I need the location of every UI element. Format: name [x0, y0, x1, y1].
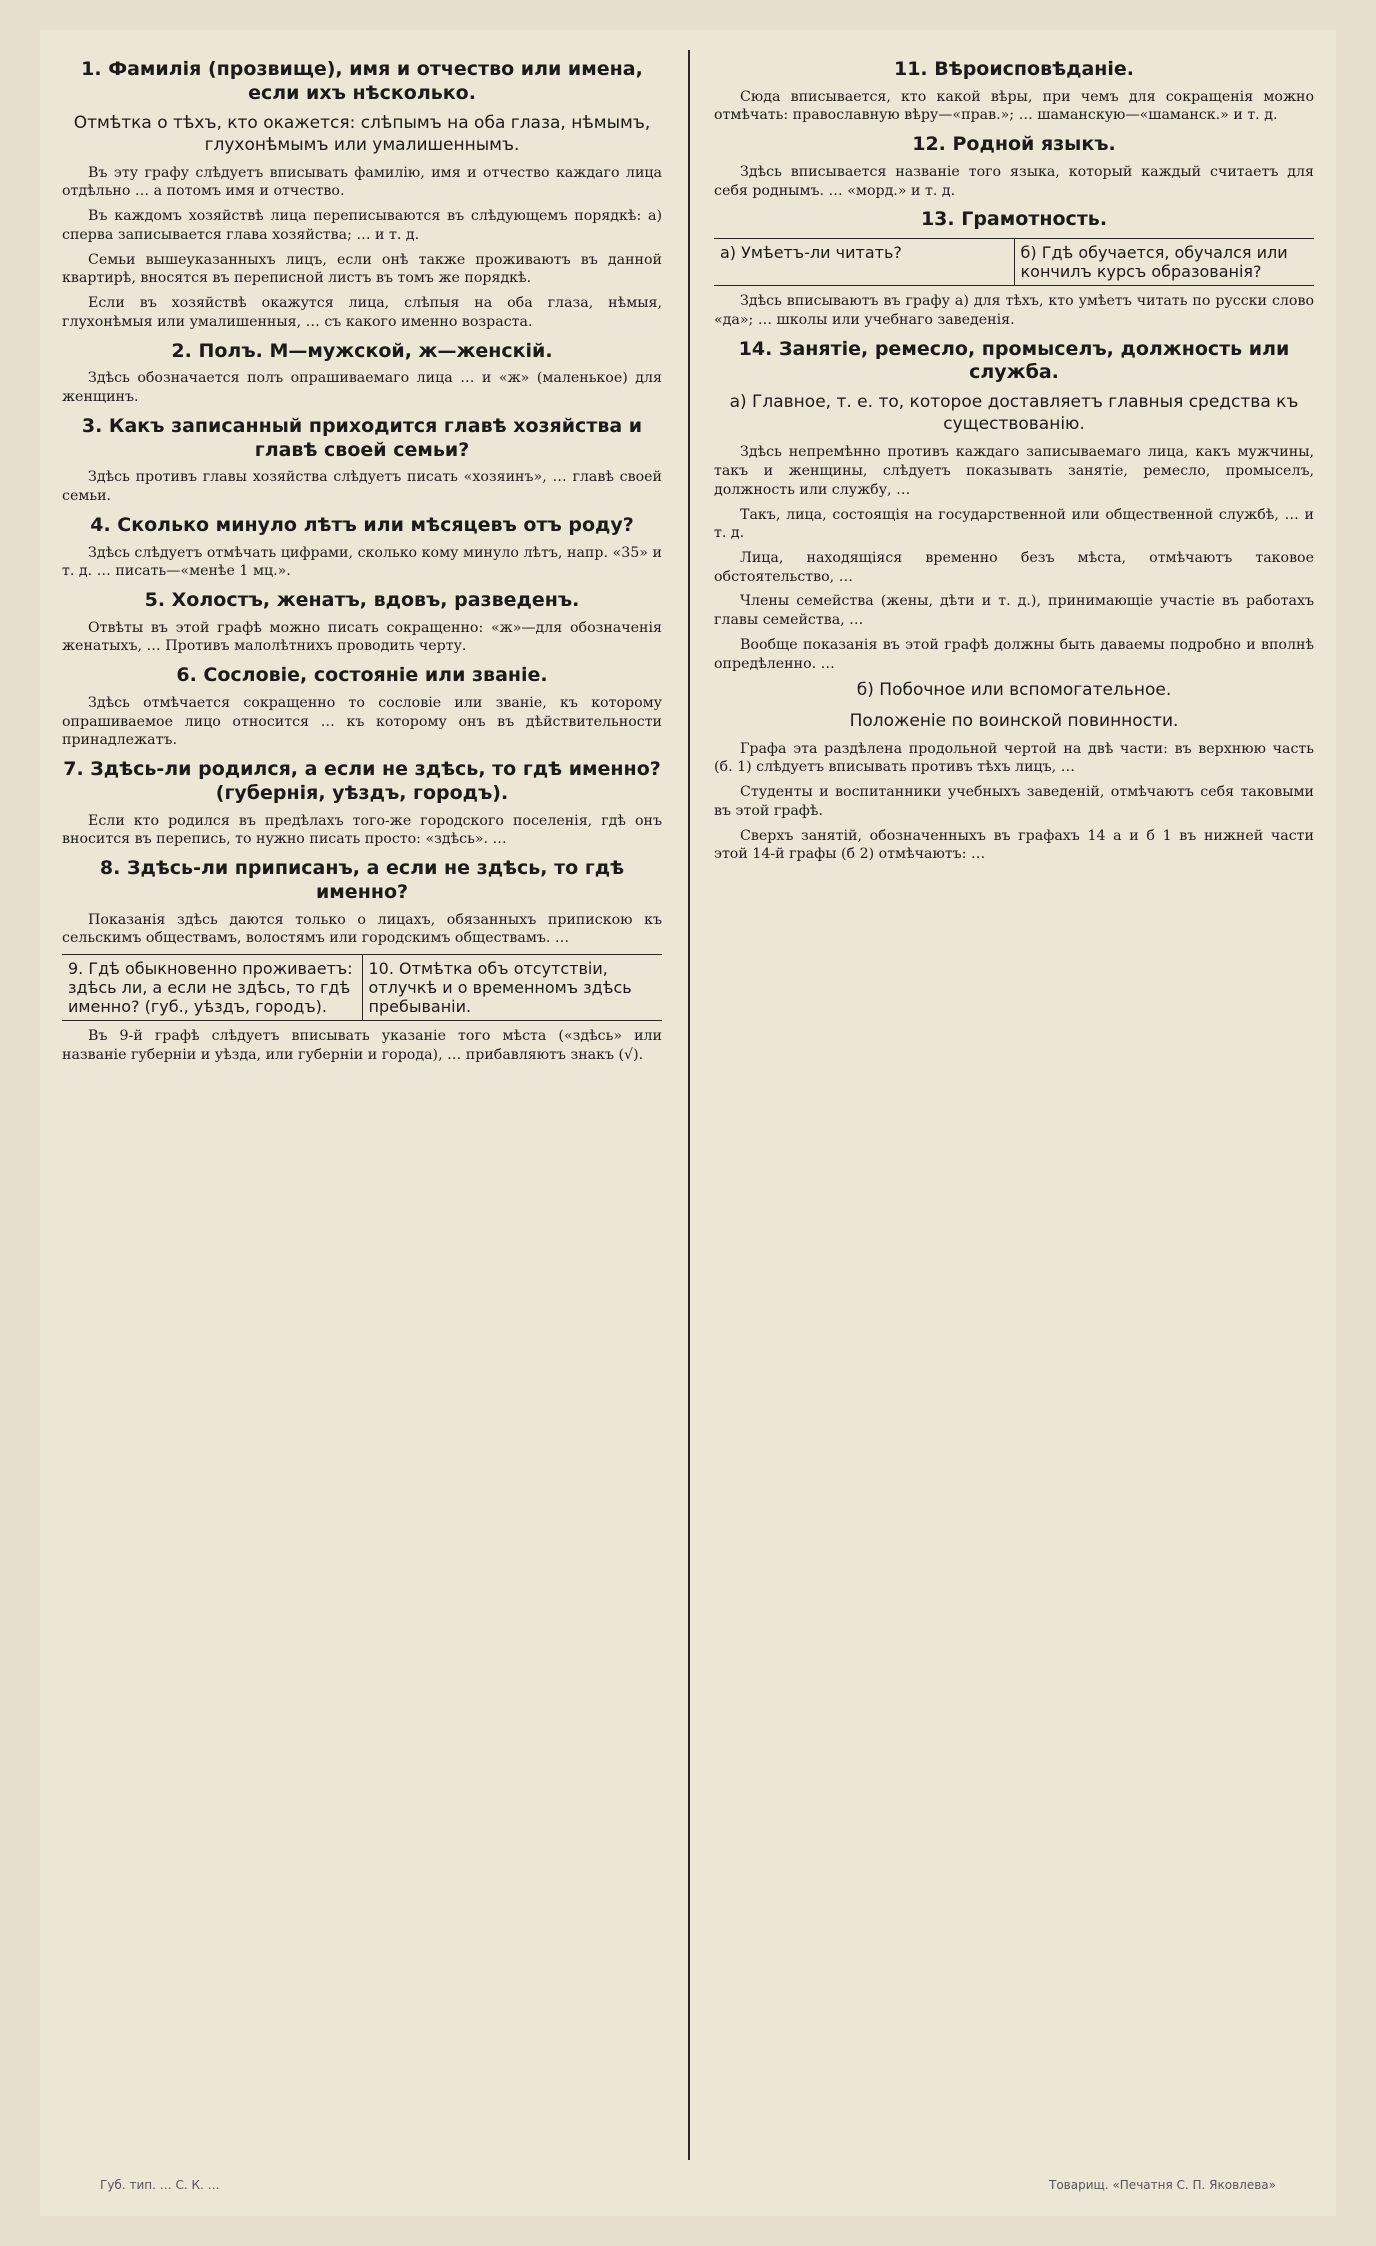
paragraph: Такъ, лица, состоящія на государственной или общественной службѣ, … и т. д.: [714, 506, 1314, 542]
paragraph: Отвѣты въ этой графѣ можно писать сокращенно: «ж»—для обозначенія женатыхъ, … Противъ малолѣтнихъ проводить черту.: [62, 619, 662, 655]
left-column: [62, 50, 662, 2160]
section-15-title: Положеніе по воинской повинности.: [849, 710, 1179, 731]
section-12-title: 12. Родной языкъ.: [912, 133, 1116, 156]
section-13b-label: б) Гдѣ обучается, обучался или кончилъ курсъ образованія?: [1014, 239, 1315, 285]
paragraph: Здѣсь слѣдуетъ отмѣчать цифрами, сколько кому минуло лѣтъ, напр. «35» и т. д. … писать—«менѣе 1 мц.».: [62, 544, 662, 580]
section-3-title: 3. Какъ записанный приходится главѣ хозяйства и главѣ своей семьи?: [81, 414, 643, 461]
paragraph: Здѣсь отмѣчается сокращенно то сословіе или званіе, къ которому опрашиваемое лицо относится … къ которому онъ въ дѣйствительности принадлежатъ.: [62, 694, 662, 749]
paragraph: Здѣсь вписываютъ въ графу а) для тѣхъ, кто умѣетъ читать по русски слово «да»; … школы или учебнаго заведенія.: [714, 293, 1314, 328]
paragraph: Вообще показанія въ этой графѣ должны быть даваемы подробно и вполнѣ опредѣленно. …: [714, 636, 1314, 672]
paragraph: Здѣсь вписывается названіе того языка, который каждый считаетъ для себя роднымъ. … «морд.» и т. д.: [714, 163, 1314, 199]
section-1-subtitle: Отмѣтка о тѣхъ, кто окажется: слѣпымъ на оба глаза, нѣмымъ, глухонѣмымъ или умалишеннымъ.: [73, 112, 651, 155]
paragraph: Семьи вышеуказанныхъ лицъ, если онѣ также проживаютъ въ данной квартирѣ, вносятся въ переписной листъ въ томъ же порядкѣ.: [62, 251, 662, 287]
section-8-title: 8. Здѣсь-ли приписанъ, а если не здѣсь, то гдѣ именно?: [99, 857, 625, 903]
section-13-title: 13. Грамотность.: [920, 208, 1108, 231]
paragraph: Члены семейства (жены, дѣти и т. д.), принимающіе участіе въ работахъ главы семейства, …: [714, 593, 1314, 629]
paragraph: Въ каждомъ хозяйствѣ лица переписываются въ слѣдующемъ порядкѣ: а) сперва записывается глава хозяйства; … и т. д.: [62, 208, 662, 243]
paragraph: Если въ хозяйствѣ окажутся лица, слѣпыя на оба глаза, нѣмыя, глухонѣмыя или умалишенныя, … съ какого именно возраста.: [62, 295, 662, 330]
sections-9-10-header: [62, 954, 662, 1021]
footer-left: Губ. тип. … С. К. …: [100, 2178, 220, 2192]
section-14-subtitle: а) Главное, т. е. то, которое доставляетъ главныя средства къ существованію.: [729, 392, 1299, 435]
section-5-title: 5. Холостъ, женатъ, вдовъ, разведенъ.: [144, 588, 580, 611]
section-1-title: 1. Фамилія (прозвище), имя и отчество или имена, если ихъ нѣсколько.: [81, 58, 643, 104]
paragraph: Студенты и воспитанники учебныхъ заведеній, отмѣчаютъ себя таковыми въ этой графѣ.: [714, 784, 1314, 819]
paragraph: Показанія здѣсь даются только о лицахъ, обязанныхъ припискою къ сельскимъ обществамъ, волостямъ или городскимъ обществамъ. …: [62, 911, 662, 947]
column-divider: [688, 50, 690, 2160]
section-10-title: 10. Отмѣтка объ отсутствіи, отлучкѣ и о временномъ здѣсь пребываніи.: [362, 955, 663, 1020]
paragraph: Въ 9-й графѣ слѣдуетъ вписывать указаніе того мѣста («здѣсь» или названіе губерніи и уѣзда, или губерніи и города), … прибавляютъ знакъ (√).: [62, 1028, 662, 1063]
footer-right: Товарищ. «Печатня С. П. Яковлева»: [1049, 2178, 1276, 2192]
census-instructions-sheet: [40, 30, 1336, 2216]
paragraph: Если кто родился въ предѣлахъ того-же городского поселенія, гдѣ онъ вносится въ перепись, то нужно писать просто: «здѣсь». …: [62, 812, 662, 848]
paragraph: Здѣсь непремѣнно противъ каждаго записываемаго лица, какъ мужчины, такъ и женщины, слѣдуетъ показывать занятіе, ремесло, промыселъ, должность или службу, …: [714, 444, 1314, 498]
paragraph: Здѣсь обозначается полъ опрашиваемаго лица … и «ж» (маленькое) для женщинъ.: [62, 370, 662, 406]
section-14-title: 14. Занятіе, ремесло, промыселъ, должность или служба.: [738, 337, 1290, 384]
print-footer: [100, 2178, 1276, 2202]
section-9-title: 9. Гдѣ обыкновенно проживаетъ: здѣсь ли, а если не здѣсь, то гдѣ именно? (губ., уѣздъ, городъ).: [68, 959, 353, 1017]
section-6-title: 6. Сословіе, состояніе или званіе.: [176, 664, 548, 687]
paragraph: Въ эту графу слѣдуетъ вписывать фамилію, имя и отчество каждаго лица отдѣльно … а потомъ имя и отчество.: [62, 164, 662, 200]
paragraph: Графа эта раздѣлена продольной чертой на двѣ части: въ верхнюю часть (б. 1) слѣдуетъ вписывать противъ тѣхъ лицъ, …: [714, 740, 1314, 776]
section-13-columns: [714, 238, 1314, 286]
section-4-title: 4. Сколько минуло лѣтъ или мѣсяцевъ отъ роду?: [90, 513, 634, 536]
section-7-title: 7. Здѣсь-ли родился, а если не здѣсь, то гдѣ именно? (губернія, уѣздъ, городъ).: [63, 758, 661, 804]
section-13a-label: а) Умѣетъ-ли читать?: [720, 243, 902, 263]
paragraph: Сверхъ занятій, обозначенныхъ въ графахъ 14 а и б 1 въ нижней части этой 14-й графы (б 2) отмѣчаютъ: …: [714, 827, 1314, 863]
paragraph: Здѣсь противъ главы хозяйства слѣдуетъ писать «хозяинъ», … главѣ своей семьи.: [62, 469, 662, 505]
paragraph: Сюда вписывается, кто какой вѣры, при чемъ для сокращенія можно отмѣчать: православную вѣру—«прав.»; … шаманскую—«шаманск.» и т. д.: [714, 88, 1314, 124]
section-14b-title: б) Побочное или вспомогательное.: [856, 680, 1172, 701]
paragraph: Лица, находящіяся временно безъ мѣста, отмѣчаютъ таковое обстоятельство, …: [714, 550, 1314, 585]
section-2-title: 2. Полъ. М—мужской, ж—женскій.: [171, 339, 553, 362]
section-11-title: 11. Вѣроисповѣданіе.: [893, 58, 1135, 80]
right-column: [714, 50, 1314, 2160]
